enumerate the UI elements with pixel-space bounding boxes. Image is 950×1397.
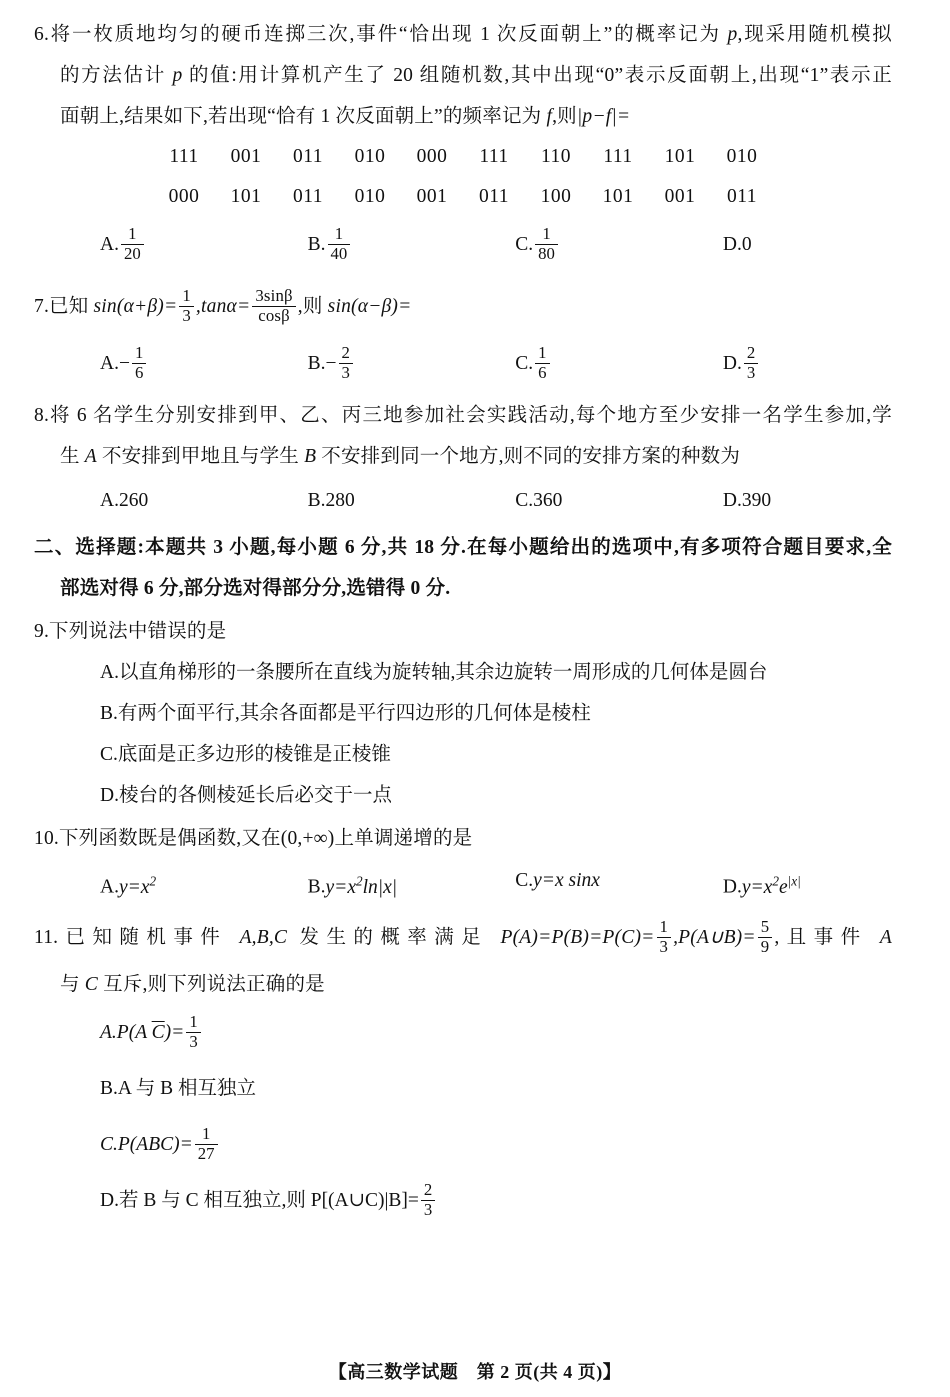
q7-option-b-sign: − <box>325 353 337 374</box>
q7-option-b-fraction: $\frac{2}{3}$ <box>339 344 353 383</box>
q10-option-b-expr: $y=x^2\ln|x|$ <box>325 873 398 898</box>
random-number: 001 <box>230 146 262 167</box>
q6-option-b-fraction: $\frac{1}{40}$ <box>328 225 351 264</box>
random-number: 111 <box>479 146 509 167</box>
q11-prob-expr: P(A)=P(B)=P(C)= <box>500 926 655 948</box>
q6-line-2 <box>34 55 892 96</box>
q8-option-c[interactable]: C.360 <box>515 490 563 511</box>
random-number: 101 <box>230 186 262 207</box>
random-number: 001 <box>664 186 696 207</box>
q10-option-d[interactable] <box>723 859 931 910</box>
q11-option-c-expr: C.P(ABC)= <box>100 1133 193 1155</box>
q11-option-a[interactable] <box>34 1005 892 1061</box>
q8-option-a[interactable]: A.260 <box>100 490 149 511</box>
random-number: 111 <box>169 146 199 167</box>
q7-stem-prefix: 7.已知 <box>34 296 94 317</box>
q10-stem: 10.下列函数既是偶函数,又在(0,+∞)上单调递增的是 <box>34 828 473 849</box>
q8-line-1: 8.将 6 名学生分别安排到甲、乙、丙三地参加社会实践活动,每个地方至少安排一名学生参加,学 <box>34 405 892 426</box>
q6-options <box>34 217 950 273</box>
q10-option-a-label: A. <box>100 876 119 898</box>
random-number: 000 <box>168 186 200 207</box>
q11-events: A,B,C <box>239 926 288 948</box>
q7-option-c-fraction: $\frac{1}{6}$ <box>535 344 549 383</box>
q11-option-a-fraction: $\frac{1}{3}$ <box>186 1013 200 1052</box>
q6-option-d[interactable] <box>723 217 931 273</box>
q8-student-a: A <box>84 446 97 467</box>
q6-option-c-label: C. <box>515 234 534 255</box>
question-8 <box>34 395 892 525</box>
page-footer: 【高三数学试题 第 2 页(共 4 页)】 <box>328 1362 622 1382</box>
q6-variable-p: p <box>727 24 738 45</box>
random-number: 010 <box>354 186 386 207</box>
q11-option-d-expr: D.若 B 与 C 相互独立,则 P[(A∪C)|B]= <box>100 1189 419 1211</box>
random-number: 011 <box>726 186 758 207</box>
q6-option-a-fraction: $\frac{1}{20}$ <box>121 225 144 264</box>
q7-option-a[interactable] <box>100 335 308 393</box>
q8-line2-prefix: 生 <box>60 446 85 467</box>
q6-line3-text-a: 面朝上,结果如下,若出现“恰有 1 次反面朝上”的频率记为 <box>60 106 547 127</box>
q8-student-b: B <box>304 446 317 467</box>
q10-option-a[interactable] <box>100 859 308 910</box>
q10-option-d-expr: $y=x^2e^{|x|}$ <box>741 873 801 898</box>
q9-option-b[interactable]: B.有两个面平行,其余各面都是平行四边形的几何体是棱柱 <box>100 703 591 724</box>
q9-option-d[interactable]: D.棱台的各侧棱延长后必交于一点 <box>100 785 392 806</box>
question-6 <box>34 14 892 273</box>
q8-line2-suffix: 不安排到同一个地方,则不同的安排方案的种数为 <box>316 446 741 467</box>
q11-event-a: A <box>879 926 892 948</box>
section-2-line-1: 二、选择题:本题共 3 小题,每小题 6 分,共 18 分.在每小题给出的选项中,有多项符合题目要求,全 <box>34 537 892 558</box>
q8-line2-mid: 不安排到甲地且与学生 <box>96 446 305 467</box>
q6-variable-f: f <box>546 106 553 127</box>
q7-stem-mid: ,则 <box>297 296 328 317</box>
random-number: 000 <box>416 146 448 167</box>
random-number: 010 <box>726 146 758 167</box>
question-11 <box>34 912 892 1229</box>
q11-option-d[interactable] <box>34 1173 892 1229</box>
q8-option-d[interactable]: D.390 <box>722 490 772 511</box>
q9-option-a[interactable]: A.以直角梯形的一条腰所在直线为旋转轴,其余边旋转一周形成的几何体是圆台 <box>100 662 768 683</box>
q7-options <box>34 335 950 393</box>
q11-option-b[interactable]: B.A 与 B 相互独立 <box>100 1077 257 1099</box>
q7-target-expr: sin(α−β)= <box>327 296 412 317</box>
q11-option-a-expr: A.P(A $\overline{C})=$ <box>100 1021 185 1043</box>
q7-option-d-label: D. <box>722 353 742 374</box>
q7-option-c[interactable] <box>515 335 723 393</box>
q11-line2-prefix: 与 <box>60 973 85 995</box>
q7-sin-expr: sin(α+β)= <box>93 296 178 317</box>
q11-option-c-fraction: $\frac{1}{27}$ <box>195 1125 218 1164</box>
q7-option-a-fraction: $\frac{1}{6}$ <box>132 344 146 383</box>
q7-option-a-label: A. <box>100 353 119 374</box>
q11-line1-mid: 发生的概率满足 <box>287 926 501 948</box>
random-number-row-2 <box>34 177 892 217</box>
q9-option-c[interactable]: C.底面是正多边形的棱锥是正棱锥 <box>100 744 391 765</box>
q6-expression-abs: |p−f|= <box>576 106 631 127</box>
q10-option-c-expr: y=x sinx <box>533 870 600 891</box>
random-number: 101 <box>602 186 634 207</box>
q6-option-d-label: D. <box>722 234 742 255</box>
random-number: 111 <box>603 146 633 167</box>
q7-fraction-1: $\frac{1}{3}$ <box>179 287 194 326</box>
q6-option-a[interactable] <box>100 217 308 273</box>
random-number: 011 <box>292 186 324 207</box>
q8-options <box>34 477 950 525</box>
q11-line1-suffix: ,且事件 <box>774 926 880 948</box>
q7-option-b-label: B. <box>307 353 326 374</box>
q6-option-d-value: 0 <box>741 234 752 255</box>
q10-option-b-label: B. <box>307 876 326 898</box>
q6-option-b-label: B. <box>307 234 326 255</box>
q6-line-3 <box>34 96 892 137</box>
q6-line1-text-a: 6.将一枚质地均匀的硬币连掷三次,事件“恰出现 1 次反面朝上”的概率记为 <box>34 24 728 45</box>
q7-option-d[interactable] <box>723 335 931 393</box>
q7-fraction-2: $\frac{3\sin\beta}{\cos\beta}$ <box>252 287 295 326</box>
q11-fraction-1: $\frac{1}{3}$ <box>657 918 672 957</box>
q6-line3-text-b: ,则 <box>552 106 577 127</box>
q10-options <box>34 859 950 910</box>
random-number: 011 <box>292 146 324 167</box>
q6-line1-text-b: ,现采用随机模拟 <box>737 24 892 45</box>
q6-option-c[interactable] <box>515 217 723 273</box>
q11-line2-suffix: 互斥,则下列说法正确的是 <box>98 973 325 995</box>
q11-line1-prefix: 11.已知随机事件 <box>34 926 240 948</box>
q7-option-c-label: C. <box>515 353 534 374</box>
q11-union-expr: ,P(A∪B)= <box>673 926 756 948</box>
q6-option-c-fraction: $\frac{1}{80}$ <box>535 225 558 264</box>
q7-option-b[interactable] <box>308 335 516 393</box>
random-number: 110 <box>540 146 572 167</box>
q7-option-a-sign: − <box>118 353 130 374</box>
q11-line-1 <box>34 912 892 964</box>
question-7 <box>34 279 892 393</box>
q11-option-d-fraction: $\frac{2}{3}$ <box>421 1181 435 1220</box>
q6-variable-p-2: p <box>172 65 183 86</box>
q11-fraction-2: $\frac{5}{9}$ <box>758 918 773 957</box>
q7-tan-expr: ,tanα= <box>195 296 251 317</box>
question-9 <box>34 611 892 816</box>
q6-line-1 <box>34 14 892 55</box>
random-number-row-1 <box>34 137 892 177</box>
q11-event-c: C <box>84 973 98 995</box>
q6-line2-text-a: 的方法估计 <box>60 65 173 86</box>
q11-option-c[interactable] <box>34 1117 892 1173</box>
random-number: 001 <box>416 186 448 207</box>
q7-option-d-fraction: $\frac{2}{3}$ <box>744 344 758 383</box>
q6-line2-text-b: 的值:用计算机产生了 20 组随机数,其中出现“0”表示反面朝上,出现“1”表示正 <box>182 65 892 86</box>
q7-stem <box>34 279 892 335</box>
section-2-line-2: 部选对得 6 分,部分选对得部分分,选错得 0 分. <box>60 578 451 599</box>
q10-option-b[interactable] <box>308 859 516 910</box>
random-number: 011 <box>478 186 510 207</box>
q9-stem: 9.下列说法中错误的是 <box>34 621 227 642</box>
section-2-header <box>34 527 892 609</box>
random-number: 101 <box>664 146 696 167</box>
q8-option-b[interactable]: B.280 <box>307 490 355 511</box>
q10-option-a-expr: $y=x^2$ <box>118 873 157 898</box>
q11-line-2 <box>34 964 892 1005</box>
random-number: 100 <box>540 186 572 207</box>
q6-option-b[interactable] <box>308 217 516 273</box>
q6-option-a-label: A. <box>100 234 119 255</box>
q8-line-2 <box>34 436 892 477</box>
q10-option-d-label: D. <box>722 876 742 898</box>
q10-option-c[interactable] <box>515 859 723 910</box>
question-10 <box>34 818 892 910</box>
q10-option-c-label: C. <box>515 870 534 891</box>
random-number: 010 <box>354 146 386 167</box>
